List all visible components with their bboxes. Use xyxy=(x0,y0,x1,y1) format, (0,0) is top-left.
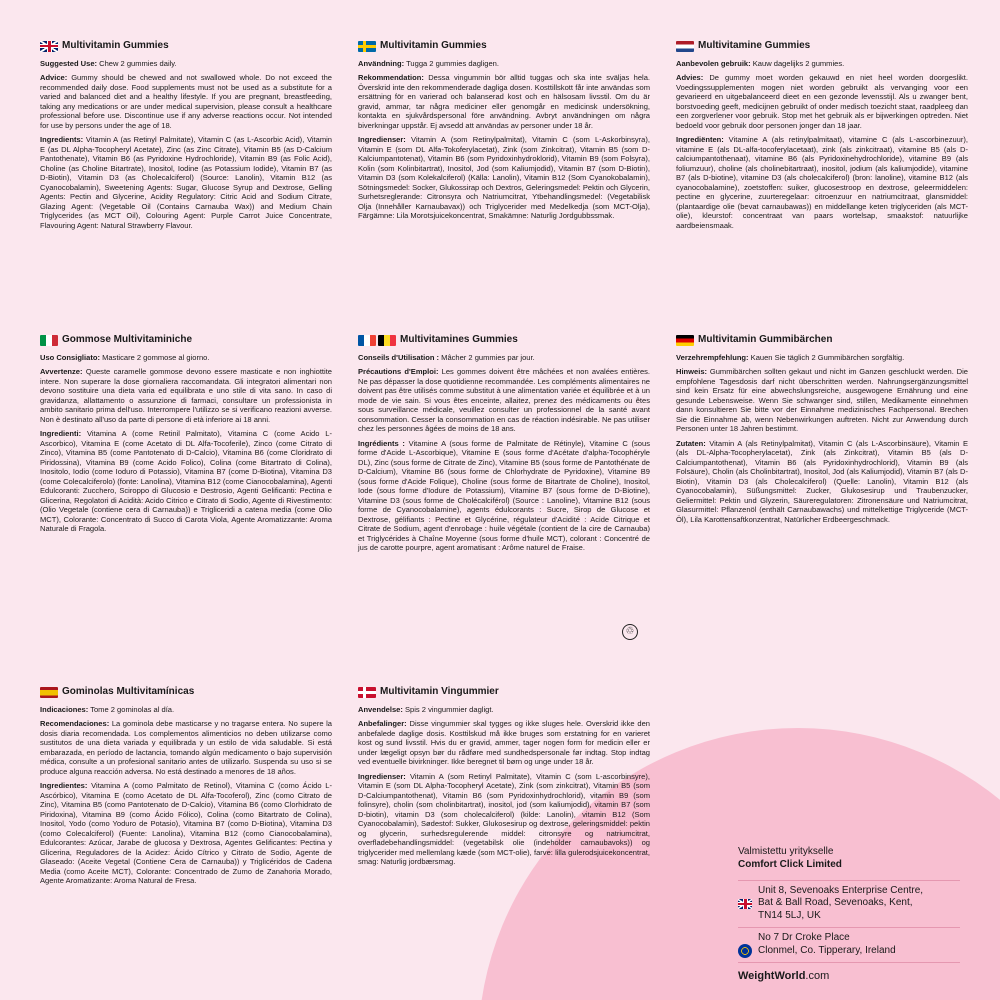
suggested-use-label: Verzehrempfehlung: xyxy=(676,352,749,362)
ingredients-label: Ingredients: xyxy=(40,135,84,145)
ingredients-text: Vitamine A (als retinylpalmitaat), vitamine C (als L-ascorbinezuur), vitamine E (als DL-alfa-tocoferylacetaat), zink (als zinkcitraat), vitamine B5 (als D-calciumpantothenaat), vitamine B6 (als Pyridoxinehydrochloride), vitamine B9 (als foliumzuur), choline (als cholinebitartraat), inositol, jodium (als kaliumjodide), vitamine B7 (als D-biotine), vitamine D3 (als cholecalciferol) (bron: lanoline), vitamine B12 (als cyanocobalamine), zoetstoffen: suiker, glucosestroop en dextrose, geleermiddelen: pectine en glycerine, zuurteregelaar: citroenzuur en natriumcitraat, glansmiddel: (plantaardige olie (bevat carnaubawas)) en middellange keten triglyceriden (als MCT-olie), kleurstof: concentraat van paars wortelsap, smaakstof: natuurlijke aardbeiensmaak. xyxy=(676,135,968,230)
section-swedish xyxy=(358,40,650,226)
ingredients-text: Vitamine A (sous forme de Palmitate de Rétinyle), Vitamine C (sous forme d'Acide L-Ascorbique), Vitamine E (sous forme d'Acétate d'alpha-Tocophéryle DL), Zinc (sous forme de Citrate de Zinc), Vitamine B5 (sous forme de Pantothénate de D-Calcium), Vitamine B6 (sous forme de Chlorhydrate de Pyridoxine), Vitamine B9 (sous forme d'Acide Folique), Choline (sous forme de Bitartrate de Choline), Inositol, Iode (sous forme d'Iodure de Potassium), Vitamine B7 (sous forme de D-Biotine), Vitamine D3 (sous forme de Cholécalciférol) (Source : Lanoline), Vitamine B12 (sous forme de Cyanocobalamine), agents édulcorants : Sucre, Sirop de Glucose et Dextrose, gélifiants : Pectine et Glycérine, régulateur d'Acidité : Acide Citrique et Citrate de Sodium, agent d'enrobage : huile végétale (contient de la cire de Carnauba) et Triglycérides à Chaîne Moyenne (sous forme d'huile MCT), colorant : Concentré de jus de carotte pourpre, agent aromatisant : Arôme naturel de Fraise. xyxy=(358,438,650,553)
ingredients-text: Vitamin A (als Retinylpalmitat), Vitamin C (als L-Ascorbinsäure), Vitamin E (als DL-Alpha-Tocopherylacetat), Zink (als Zinkcitrat), Vitamin B5 (als D-Calciumpantothenat), Vitamin B6 (als Pyridoxinhydrochlorid), Vitamin B9 (als Folsäure), Cholin (als Cholinbitartrat), Inositol, Jod (als Kaliumjodid), Vitamin B7 (als D-Biotin), Vitamin D3 (als Cholecalciferol) (Quelle: Lanolin), Vitamin B12 (als Cyanocobalamin), Süßungsmittel: Zucker, Glukosesirup und Traubenzucker, Geliermittel: Pektin und Glyzerin, Säureregulatoren: Zitronensäure und Natriumcitrat, Glasurmittel: Pflanzenöl (enthält Carnaubawachs) und mittelkettige Triglyceride (MCT-Öl), Lila Karottensaftkonzentrat, Natürlicher Erdbeergeschmack. xyxy=(676,438,968,524)
ingredients-label: Ingrédients : xyxy=(358,438,405,448)
ingredients-label: Zutaten: xyxy=(676,438,706,448)
uk-address-line: Unit 8, Sevenoaks Enterprise Centre, xyxy=(758,884,924,896)
sweden-flag-icon xyxy=(358,41,376,52)
ingredients-text: Vitamin A (som Retinyl Palmitate), Vitamin C (som L-ascorbinsyre), Vitamin E (som DL Alpha-Tocopheryl Acetate), Zink (som zinkcitrat), Vitamin B5 (som D-Calciumpantothenat), Vitamin B6 (som Pyridoxinhydrochlorid), vitamin B9 (som folinsyre), cholin (som cholinbitartrat), inositol, jod (som kaliumjodid), vitamin B7 (som D-biotin), vitamin D3 (som cholecalciferol) (kilde: Lanolin), vitamin B12 (Som Cyanocobalamin), Sødestof: Sukker, Glukosesirup og dextrose, geleringsmiddel: pektin og glycerin, surhedsregulerende middel: citronsyre og natriumcitrat, overfladebehandlingsmiddel: (vegetabilsk olie (indeholder carnaubavoks)) og triglycerider med mellemlang kæde (som MCT-olie), farve: lilla gulerodsjuicekoncentrat, smag: Naturlig jordbærsmag. xyxy=(358,771,650,867)
ingredients-text: Vitamin A (as Retinyl Palmitate), Vitamin C (as L-Ascorbic Acid), Vitamin E (as DL Alpha-Tocopheryl Acetate), Zinc (as Zinc Citrate), Vitamin B5 (as D-Calcium Pantothenate), Vitamin B6 (as Pyridoxine Hydrochloride), Vitamin B9 (as Folic Acid), Choline (as Choline Bitartrate), Inositol, Iodine (as Potassium Iodide), Vitamin B7 (as D-Biotin), Vitamin D3 (as Cholecalciferol) (Source: Lanolin), Vitamin B12 (as Cyanocobalamin), Sweetening Agents: Sugar, Glucose Syrup and Dextrose, Gelling Agents: Pectin and Glycerine, Acidity Regulatory: Citric Acid and Sodium Citrate, Glazing Agent: (Vegetable Oil (Contains Carnauba Wax)) and Medium Chain Triglycerides (as MCT Oil), Colouring Agent: Purple Carrot Juice Concentrate, Flavouring Agent: Natural Strawberry Flavour. xyxy=(40,135,332,230)
ie-address-row xyxy=(738,927,960,962)
suggested-use-label: Conseils d'Utilisation : xyxy=(358,352,440,362)
suggested-use-text: Mâcher 2 gummies par jour. xyxy=(441,352,535,362)
suggested-use-label: Användning: xyxy=(358,58,405,68)
ie-address-line: Clonmel, Co. Tipperary, Ireland xyxy=(758,944,896,956)
advice-label: Advies: xyxy=(676,73,704,83)
ingredients-label: Ingrediënten: xyxy=(676,135,724,145)
section-italian xyxy=(40,334,332,539)
company-info xyxy=(738,846,960,983)
germany-flag-icon xyxy=(676,335,694,346)
ingredients-label: Ingredienser: xyxy=(358,771,406,781)
advice-label: Advice: xyxy=(40,73,68,83)
advice-label: Rekommendation: xyxy=(358,73,424,83)
section-danish xyxy=(358,686,650,872)
brand-website xyxy=(738,962,960,983)
suggested-use-text: Chew 2 gummies daily. xyxy=(99,58,177,68)
suggested-use-label: Indicaciones: xyxy=(40,704,89,714)
uk-flag-icon xyxy=(40,41,58,52)
uk-address-row xyxy=(738,880,960,927)
advice-text: Disse vingummier skal tygges og ikke sluges hele. Overskrid ikke den anbefalede daglige dosis. Kosttilskud må ikke bruges som erstatning for en varieret kost og sund livsstil. Hvis du er gravid, ammer, tager nogen form for medicin eller er under lægeligt opsyn bør du rådføre med sundhedspersonale før indtag. Stop indtag ved eventuelle bivirkninger. Ikke beregnet til børn og unge under 18 år. xyxy=(358,719,650,767)
section-title: Gominolas Multivitamínicas xyxy=(62,686,195,697)
suggested-use-label: Anvendelse: xyxy=(358,704,403,714)
suggested-use-text: Masticare 2 gommose al giorno. xyxy=(102,352,210,362)
advice-text: De gummy moet worden gekauwd en niet heel worden doorgeslikt. Voedingssupplementen mogen niet worden gebruikt als vervanging voor een gevarieerd en uitgebalanceerd dieet en een gezonde levensstijl. Als u zwanger bent, borstvoeding geeft, medicijnen gebruikt of onder medisch toezicht staat, raadpleeg dan een zorgverlener voor gebruik. Stop met het gebruik als er bijwerkingen optreden. Niet bedoeld voor gebruik door personen jonger dan 18 jaar. xyxy=(676,73,968,130)
ingredients-label: Ingredienti: xyxy=(40,429,82,439)
belgium-flag-icon xyxy=(378,335,396,346)
section-title: Gommose Multivitaminiche xyxy=(62,334,193,345)
section-title: Multivitamin Gummies xyxy=(62,40,169,51)
suggested-use-label: Suggested Use: xyxy=(40,58,98,68)
netherlands-flag-icon xyxy=(676,41,694,52)
ingredients-label: Ingredientes: xyxy=(40,781,88,791)
ie-address-line: No 7 Dr Croke Place xyxy=(758,931,850,943)
advice-text: Queste caramelle gommose devono essere masticate e non inghiottite intere. Non superare la dose giornaliera raccomandata. Gli integratori alimentari non devono sostituire una dieta varia ed equilibrata e uno stile di vita sano. In caso di gravidanza, allattamento o assunzione di farmaci, consultare un professionista in ambito sanitario prima dell'uso. Interrompere l'utilizzo se si verificano reazioni avverse. Non è destinato all'uso da parte di persone di età inferiore ai 18 anni. xyxy=(40,367,332,424)
advice-label: Hinweis: xyxy=(676,367,708,377)
ingredients-text: Vitamina A (como Palmitato de Retinol), Vitamina C (como Ácido L-Ascórbico), Vitamina E (como Acetato de DL Alfa-Tocoferol), Zinc (como Citrato de Zinc), Vitamina B5 (como Pantotenato de D-Calcio), Vitamina B6 (como Clorhidrato de Piridoxina), Vitamina B9 (como Ácido Fólico), Colina (como Bitartrato de Colina), Inositol, Yodo (como Yoduro de Potasio), Vitamina B7 (como D-Biotina), Vitamina D3 (como Colecalciferol) (Fuente: Lanolina), Vitamina B12 (como Cianocobalamina), Edulcorantes: Azúcar, Jarabe de glucosa y Dextrosa, Agentes Gelificantes: Pectina y Glicerina, Reguladores de la Acidez: Ácido Cítrico y Citrato de Sodio, Agente de Glaseado: (Aceite Vegetal (Contiene Cera de Carnauba)) y Triglicéridos de Cadena Media (como Aceite MCT), Colorante: Concentrado de Zumo de Zanahoria Morado, Agente Aromatizante: Aroma Natural de Fresa. xyxy=(40,781,332,886)
recycle-icon: ♲ xyxy=(622,624,638,640)
advice-text: La gominola debe masticarse y no tragarse entera. No supere la dosis diaria recomendada. Los complementos alimenticios no deben utilizarse como sustitutos de una dieta variada y equilibrada y un estilo de vida saludable. Si está embarazada, en período de lactancia, tomando algún medicamento o bajo supervisión médica, consulte a un profesional sanitario antes de utilizarlo. Suspenda su uso si se produce alguna reacción adversa. No está destinado a menores de 18 años. xyxy=(40,719,332,776)
ingredients-text: Vitamin A (som Retinylpalmitat), Vitamin C (som L-Askorbinsyra), Vitamin E (som DL Alfa-Tokoferylacetat), Zink (som Zinkcitrat), Vitamin B5 (som D-Kalciumpantotenat), Vitamin B6 (som Pyridoxinhydroklorid), Vitamin B9 (som Folsyra), Kolin (som Kolinbitartrat), Inositol, Jod (som Kaliumjodid), Vitamin B7 (som D-Biotin), Vitamin D3 (som Kolekalciferol) (Källa: Lanolin), Vitamin B12 (Som Cyanokobalamin), Sötningsmedel: Socker, Glukossirap och Dextros, Geleringsmedel: Pektin och Glycerin, Surhetsreglerande: Citronsyra och Natriumcitrat, Ytbehandlingsmedel: (Vegetabilisk Olja (Innehåller Karnaubavax)) och Triglycerider med Medelkedja (som MCT-Olja), Färgämne: Lila Morotsjuicekoncentrat, Smakämne: Naturlig Jordgubbssmak. xyxy=(358,135,650,221)
france-flag-icon xyxy=(358,335,376,346)
section-title: Multivitamin Gummies xyxy=(380,40,487,51)
advice-label: Avvertenze: xyxy=(40,367,83,377)
suggested-use-label: Aanbevolen gebruik: xyxy=(676,58,751,68)
company-name: Comfort Click Limited xyxy=(738,858,842,870)
brand-domain: .com xyxy=(805,969,830,982)
advice-text: Gummy should be chewed and not swallowed whole. Do not exceed the recommended daily dose. Food supplements must not be used as a substitute for a varied and balanced diet and a healthy lifestyle. If you are pregnant, breastfeeding, taking any medications or are under medical supervision, please consult a healthcare professional before use. Discontinue use if any adverse reactions occur. Not intended for use by persons under the age of 18. xyxy=(40,73,332,130)
advice-label: Précautions d'Emploi: xyxy=(358,367,439,377)
suggested-use-text: Tugga 2 gummies dagligen. xyxy=(406,58,499,68)
section-title: Multivitamines Gummies xyxy=(400,334,518,345)
made-for-label: Valmistettu yritykselle xyxy=(738,846,834,857)
spain-flag-icon xyxy=(40,687,58,698)
section-spanish xyxy=(40,686,332,891)
suggested-use-text: Kauw dagelijks 2 gummies. xyxy=(752,58,845,68)
eu-flag-icon xyxy=(738,944,752,958)
section-french xyxy=(358,334,650,558)
denmark-flag-icon xyxy=(358,687,376,698)
advice-label: Anbefalinger: xyxy=(358,719,407,729)
advice-text: Dessa vingummin bör alltid tuggas och ska inte sväljas hela. Överskrid inte den rekommenderade dagliga dosen. Kosttillskott får inte användas som ersättning för en varierad och balanserad kost och en hälsosam livsstil. Om du är gravid, ammar, tar några mediciner eller genomgår en medicinsk undersökning, kontakta en sjukvårdspersonal före användning. Avbryt användningen om några biverkningar uppstår. Ej avsedd att användas av personer under 18 år. xyxy=(358,73,650,130)
section-title: Multivitamin Vingummier xyxy=(380,686,499,697)
suggested-use-label: Uso Consigliato: xyxy=(40,352,100,362)
section-title: Multivitamine Gummies xyxy=(698,40,811,51)
section-english xyxy=(40,40,332,235)
uk-address-line: TN14 5LJ, UK xyxy=(758,910,821,922)
suggested-use-text: Kauen Sie täglich 2 Gummibärchen sorgfältig. xyxy=(750,352,905,362)
uk-flag-icon xyxy=(738,899,752,909)
italy-flag-icon xyxy=(40,335,58,346)
suggested-use-text: Spis 2 vingummier dagligt. xyxy=(405,704,494,714)
brand-name: WeightWorld xyxy=(738,969,806,982)
uk-address-line: Bat & Ball Road, Sevenoaks, Kent, xyxy=(758,897,913,909)
advice-text: Gummibärchen sollten gekaut und nicht im Ganzen geschluckt werden. Die empfohlene Tagesdosis darf nicht überschritten werden. Nahrungsergänzungsmittel sind kein Ersatz für eine abwechslungsreiche, ausgewogene Ernährung und eine gesunde Lebensweise. Wenn Sie schwanger sind, stillen, Medikamente einnehmen dann konsultieren Sie bitte vor der Einnahme medizinisches Fachpersonal. Brechen Sie die Einnahme ab, wenn Nebenwirkungen auftreten. Nicht zur Anwendung durch Personen unter 18 Jahren bestimmt. xyxy=(676,367,968,434)
ingredients-label: Ingredienser: xyxy=(358,135,406,145)
section-title: Multivitamin Gummibärchen xyxy=(698,334,833,345)
section-german xyxy=(676,334,968,529)
advice-label: Recomendaciones: xyxy=(40,719,110,729)
suggested-use-text: Tome 2 gominolas al día. xyxy=(90,704,175,714)
ingredients-text: Vitamina A (come Retinil Palmitato), Vitamina C (come Acido L-Ascorbico), Vitamina E (come Acetato di DL Alfa-Tocoferile), Zinco (come Citrato di Zinco), Vitamina B5 (come Pantotenato di D-Calcio), Vitamina B6 (come Cloridrato di Piridossina), Vitamina B9 (come Acido Folico), Colina (come Bitartrato di Colina), Inositolo, Iodio (come Ioduro di Potassio), Vitamina B7 (come D-Biotina), Vitamina D3 (come Colecalciferolo) (fonte: Lanolina), Vitamina B12 (come Cianocobalamina), Agenti Edulcoranti: Zucchero, Sciroppo di Glucosio e Destrosio, Agenti Gelificanti: Pectina e Glicerina, Regolatori di Acidità: Acido Citrico e Citrato di Sodio, Agente di Rivestimento: (Olio Vegetale (contiene cera di Carnauba)) e Trigliceridi a catena media (come Olio MCT), Colorante: Concentrato di Succo di Carota Viola, Agente Aromatizzante: Aroma Naturale di Fragola. xyxy=(40,429,332,534)
section-dutch xyxy=(676,40,968,235)
advice-text: Les gommes doivent être mâchées et non avalées entières. Ne pas dépasser la dose quotidienne recommandée. Les compléments alimentaires ne doivent pas être utilisés comme substitut à une alimentation variée et équilibrée et à un mode de vie sain. Si vous êtes enceinte, allaitez, prenez des médicaments ou êtes sous surveillance médicale, veuillez consulter un professionnel de la santé avant consommation. Cesser la consommation en cas de réaction indésirable. Ne pas utiliser chez les personnes âgées de moins de 18 ans. xyxy=(358,367,651,434)
